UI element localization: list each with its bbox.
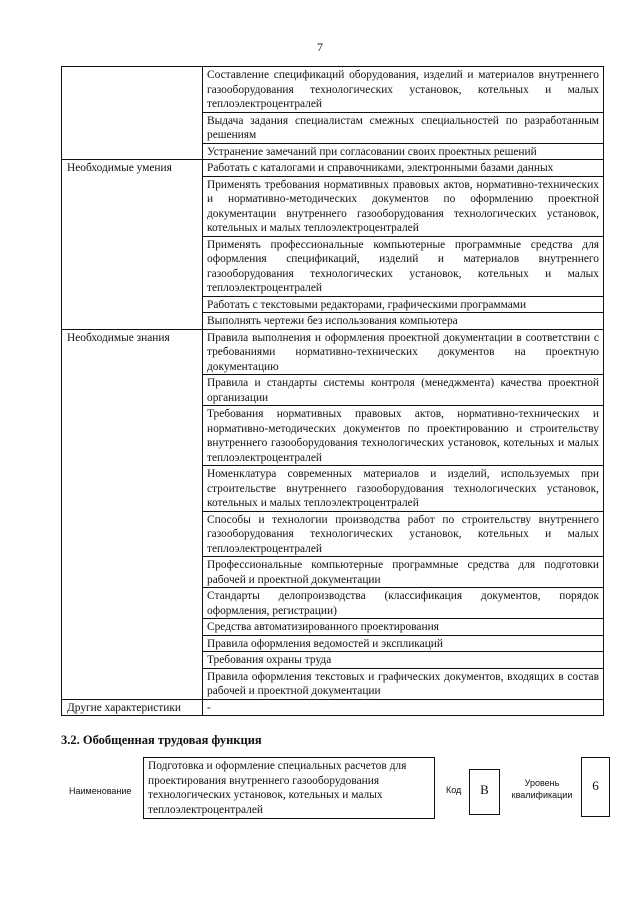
name-label: Наименование <box>69 786 132 796</box>
other-label-cell: Другие характеристики <box>62 699 203 716</box>
knowledge-item: Номенклатура современных материалов и изделий, используемых при строительстве внутреннего газооборудования технологических установок, котельных и малых теплоэлектроцентралей <box>203 466 604 512</box>
actions-item: Выдача задания специалистам смежных специальностей по разработанным решениям <box>203 112 604 143</box>
table-row <box>62 160 604 177</box>
table-row <box>62 699 604 716</box>
skills-item: Выполнять чертежи без использования компьютера <box>203 313 604 330</box>
section-title: 3.2. Обобщенная трудовая функция <box>61 733 262 747</box>
knowledge-item: Способы и технологии производства работ по строительству внутреннего газооборудования технологических установок, котельных и малых теплоэлектроцентралей <box>203 511 604 557</box>
skills-item: Работать с каталогами и справочниками, электронными базами данных <box>203 160 604 177</box>
actions-item: Составление спецификаций оборудования, изделий и материалов внутреннего газооборудования технологических установок, котельных и малых теплоэлектроцентралей <box>203 67 604 113</box>
qualification-level-label: Уровень квалификации <box>511 778 573 800</box>
code-value: В <box>469 769 500 815</box>
knowledge-item: Стандарты делопроизводства (классификация документов, порядок оформления, регистрации) <box>203 588 604 619</box>
skills-item: Применять требования нормативных правовых актов, нормативно-технических и нормативно-методических документов по оформлению проектной документации внутреннего газооборудования технологических установок, котельных и малых теплоэлектроцентралей <box>203 176 604 236</box>
skills-item: Применять профессиональные компьютерные программные средства для оформления спецификаций, изделий и материалов внутреннего газооборудования технологических установок, котельных и малых теплоэлектроцентралей <box>203 236 604 296</box>
knowledge-item: Правила оформления ведомостей и экспликаций <box>203 635 604 652</box>
skills-item: Работать с текстовыми редакторами, графическими программами <box>203 296 604 313</box>
other-value: - <box>203 699 604 716</box>
knowledge-item: Правила и стандарты системы контроля (менеджмента) качества проектной организации <box>203 375 604 406</box>
skills-label-cell: Необходимые умения <box>62 160 203 330</box>
table-row <box>62 329 604 375</box>
knowledge-item: Правила выполнения и оформления проектной документации в соответствии с требованиями нормативно-технических документов на проектную документацию <box>203 329 604 375</box>
table-row <box>62 67 604 113</box>
actions-item: Устранение замечаний при согласовании своих проектных решений <box>203 143 604 160</box>
function-name-value: Подготовка и оформление специальных расчетов для проектирования внутреннего газооборудования технологических установок, котельных и малых теплоэлектроцентралей <box>143 757 435 819</box>
knowledge-item: Требования охраны труда <box>203 652 604 669</box>
knowledge-item: Средства автоматизированного проектирования <box>203 619 604 636</box>
knowledge-item: Требования нормативных правовых актов, нормативно-технических и нормативно-методических документов по проектированию и строительству внутреннего газооборудования технологических установок, котельных и малых теплоэлектроцентралей <box>203 406 604 466</box>
generalized-function-header <box>61 755 611 825</box>
knowledge-label-cell: Необходимые знания <box>62 329 203 699</box>
qualification-level-value: 6 <box>581 757 610 817</box>
knowledge-item: Правила оформления текстовых и графических документов, входящих в состав рабочей и проектной документации <box>203 668 604 699</box>
knowledge-item: Профессиональные компьютерные программные средства для подготовки рабочей и проектной документации <box>203 557 604 588</box>
page-number: 7 <box>317 40 323 54</box>
actions-label-cell <box>62 67 203 160</box>
code-label: Код <box>446 785 462 795</box>
labor-actions-table <box>61 66 604 716</box>
